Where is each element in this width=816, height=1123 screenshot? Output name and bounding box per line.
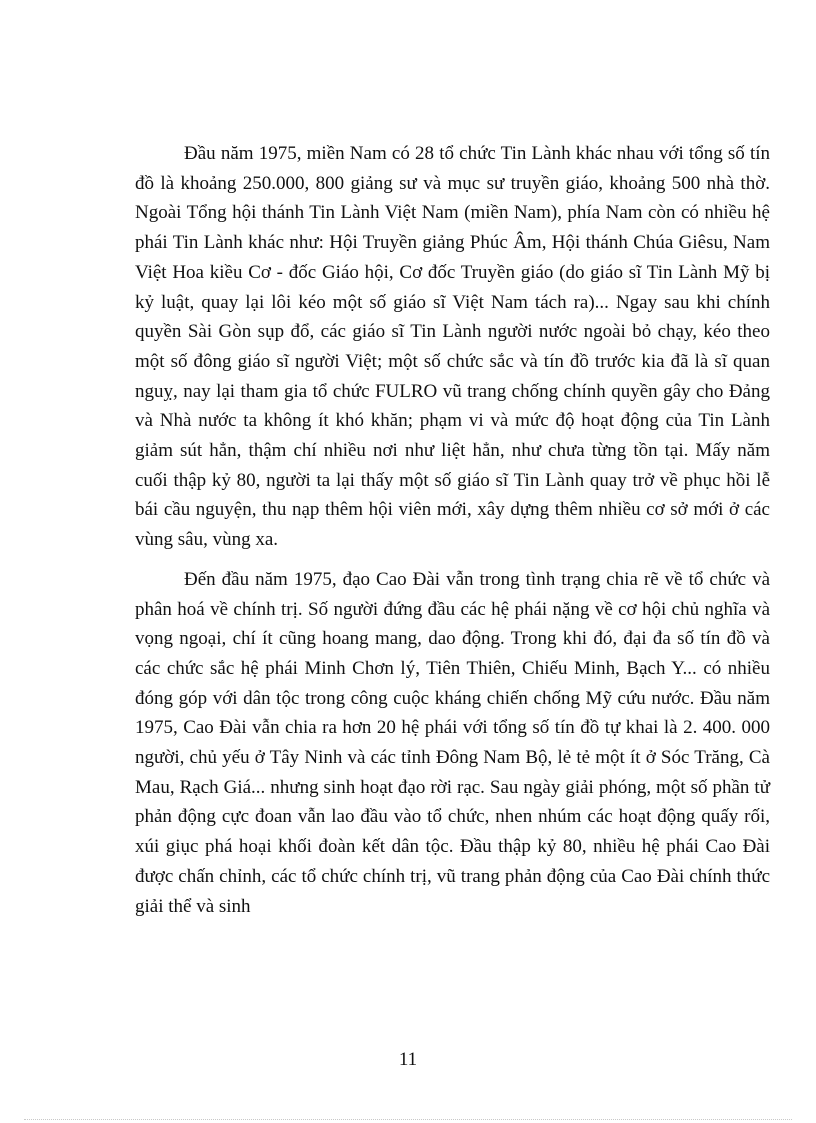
page-bottom-divider (24, 1119, 792, 1120)
paragraph-cao-dai: Đến đầu năm 1975, đạo Cao Đài vẫn trong tình trạng chia rẽ về tổ chức và phân hoá về chính trị. Số người đứng đầu các hệ phái nặng về cơ hội chủ nghĩa và vọng ngoại, chí ít cũng hoang mang, dao động. Trong khi đó, đại đa số tín đồ và các chức sắc hệ phái Minh Chơn lý, Tiên Thiên, Chiếu Minh, Bạch Y... có nhiều đóng góp với dân tộc trong công cuộc kháng chiến chống Mỹ cứu nước. Đầu năm 1975, Cao Đài vẫn chia ra hơn 20 hệ phái với tổng số tín đồ tự khai là 2. 400. 000 người, chủ yếu ở Tây Ninh và các tỉnh Đông Nam Bộ, lẻ tẻ một ít ở Sóc Trăng, Cà Mau, Rạch Giá... nhưng sinh hoạt đạo rời rạc. Sau ngày giải phóng, một số phần tử phản động cực đoan vẫn lao đầu vào tổ chức, nhen nhúm các hoạt động quấy rối, xúi giục phá hoại khối đoàn kết dân tộc. Đầu thập kỷ 80, nhiều hệ phái Cao Đài được chấn chỉnh, các tổ chức chính trị, vũ trang phản động của Cao Đài chính thức giải thể và sinh (135, 568, 770, 917)
paragraph-protestant: Đầu năm 1975, miền Nam có 28 tổ chức Tin Lành khác nhau với tổng số tín đồ là khoảng 250.000, 800 giảng sư và mục sư truyền giáo, khoảng 500 nhà thờ. Ngoài Tổng hội thánh Tin Lành Việt Nam (miền Nam), phía Nam còn có nhiều hệ phái Tin Lành khác như: Hội Truyền giảng Phúc Âm, Hội thánh Chúa Giêsu, Nam Việt Hoa kiều Cơ - đốc Giáo hội, Cơ đốc Truyền giáo (do giáo sĩ Tin Lành Mỹ bị kỷ luật, quay lại lôi kéo một số giáo sĩ Việt Nam tách ra)... Ngay sau khi chính quyền Sài Gòn sụp đổ, các giáo sĩ Tin Lành người nước ngoài bỏ chạy, kéo theo một số đông giáo sĩ người Việt; một số chức sắc và tín đồ trước kia đã là sĩ quan nguỵ, nay lại tham gia tổ chức FULRO vũ trang chống chính quyền gây cho Đảng và Nhà nước ta không ít khó khăn; phạm vi và mức độ hoạt động của Tin Lành giảm sút hẳn, thậm chí nhiều nơi như liệt hẳn, như chưa từng tồn tại. Mấy năm cuối thập kỷ 80, người ta lại thấy một số giáo sĩ Tin Lành quay trở về phục hồi lễ bái cầu nguyện, thu nạp thêm hội viên mới, xây dựng thêm nhiều cơ sở mới ở các vùng sâu, vùng xa. (135, 143, 770, 551)
page-number: 11 (398, 1049, 418, 1070)
body-text (135, 139, 770, 921)
